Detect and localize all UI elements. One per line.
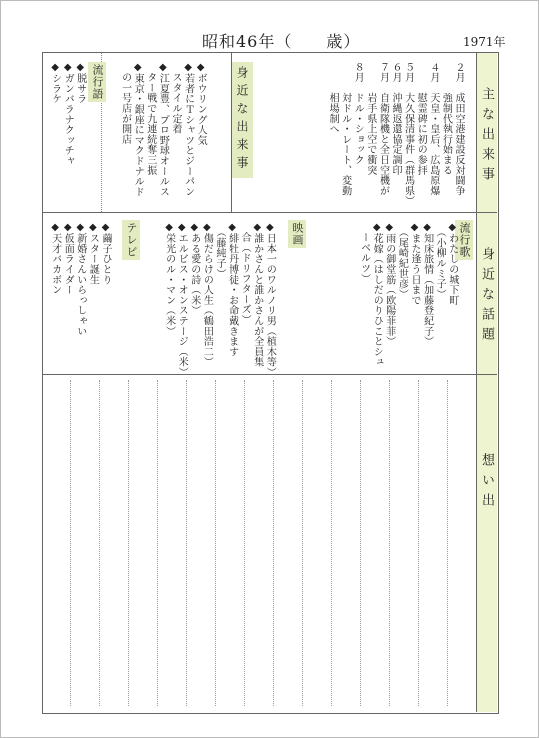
writing-rule [389, 380, 390, 706]
songs-heading: 流行歌 [455, 220, 473, 260]
writing-rule [273, 380, 274, 706]
tv-list: ◆繭子ひとり ◆スター誕生 ◆新婚さんいらっしゃい ◆仮面ライダー ◆天才バカボン [49, 222, 111, 337]
songs-list: ◆わたしの城下町 （小柳ルミ子） ◆知床旅情（加藤登紀子） ◆また逢う日まで （尾崎紀世彦） ◆雨の御堂筋（欧陽菲菲） ◆花嫁（はしだのりひことシュ ーベルツ） [358, 222, 458, 368]
writing-rule [215, 380, 216, 706]
writing-rule [70, 380, 71, 706]
writing-rule [186, 380, 187, 706]
writing-rule [447, 380, 448, 706]
nearby-events-heading: 身近な出来事 [232, 62, 253, 178]
page-title: 昭和46年（ 歳） [202, 32, 361, 51]
topics-section-label: 身近な話題 [479, 247, 494, 347]
writing-rule [331, 380, 332, 706]
movies-list: ◆日本一のワルノリ男（植木等） ◆誰かさんと誰かさんが全員集 合（ドリフターズ） ◆緋牡丹博徒・お命戴きます （藤純子） ◆傷だらけの人生（鶴田浩二） ◆ある愛の詩（米） ◆エルビス・オンステージ（米） ◆栄光のル・マン（米） [163, 222, 276, 378]
buzzwords-list: ◆脱サラ ◆ガンバラナクッチャ ◆シラケ [49, 62, 86, 166]
writing-rule [360, 380, 361, 706]
movies-heading: 映画 [288, 220, 306, 248]
nearby-events-list: ◆ボウリング人気 ◆若者にＴシャツとジーパン スタイル定着 ◆江夏豊、プロ野球オールス ター戦で九連続奪三振 ◆東京・銀座にマクドナルド の一号店が開店 [119, 62, 207, 197]
writing-rule [157, 380, 158, 706]
writing-rule [128, 380, 129, 706]
writing-rule [302, 380, 303, 706]
events-section-label: 主な出来事 [479, 87, 494, 187]
writing-rule [244, 380, 245, 706]
divider-events-topics [42, 212, 497, 213]
buzzwords-heading: 流行語 [88, 62, 106, 102]
writing-rule [418, 380, 419, 706]
year-label: 1971年 [463, 35, 506, 49]
events-list: ２月 成田空港建設反対闘争 強制代執行始まる ４月 天皇・皇后、広島原爆 慰霊碑に初の参拝 ５月 大久保清事件（群馬県） ６月 沖縄返還協定調印 ７月 自衛隊機と全日空機が 岩手県上空で衝突 ８月 ドル・ショック 対ドル・レート、変動 相場制へ [327, 62, 464, 207]
writing-rule [99, 380, 100, 706]
memories-section-label: 想い出 [479, 453, 494, 513]
tv-heading: テレビ [122, 220, 140, 260]
